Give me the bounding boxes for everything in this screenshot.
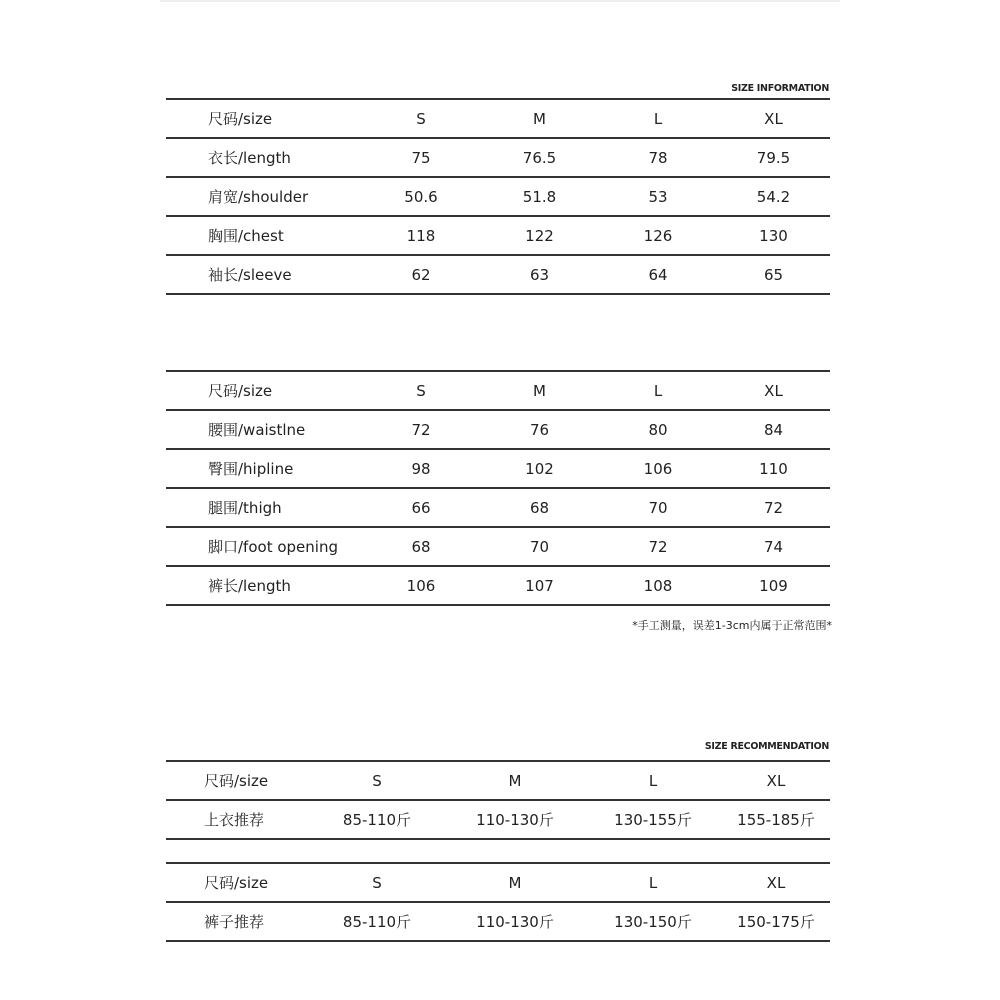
header-cell: 尺码/size [166,863,308,902]
table-cell: 72 [717,488,830,527]
table-cell: 130 [717,216,830,255]
table-cell: 68 [362,527,480,566]
table-cell: 110 [717,449,830,488]
table-cell: 70 [480,527,599,566]
table-row [166,410,830,449]
header-cell: S [362,371,480,410]
table-row [166,216,830,255]
header-cell: 尺码/size [166,371,362,410]
header-cell: XL [717,371,830,410]
table-cell: 110-130斤 [446,902,584,941]
header-cell: M [480,99,599,138]
table-cell: 79.5 [717,138,830,177]
row-label: 腰围/waistlne [166,410,362,449]
table-cell: 62 [362,255,480,294]
table-cell: 85-110斤 [308,902,446,941]
header-cell: 尺码/size [166,761,308,800]
table-cell: 66 [362,488,480,527]
table-cell: 155-185斤 [722,800,830,839]
table-cell: 72 [362,410,480,449]
header-cell: L [599,371,717,410]
row-label: 肩宽/shoulder [166,177,362,216]
header-cell: XL [722,863,830,902]
header-cell: L [584,863,722,902]
table-cell: 74 [717,527,830,566]
table-cell: 68 [480,488,599,527]
table-cell: 78 [599,138,717,177]
row-label: 胸围/chest [166,216,362,255]
row-label: 衣长/length [166,138,362,177]
table-cell: 109 [717,566,830,605]
table-row [166,902,830,941]
table-row [166,527,830,566]
top-recommendation-table [166,760,830,840]
table-cell: 122 [480,216,599,255]
table-cell: 126 [599,216,717,255]
measurement-note: *手工测量，误差1-3cm内属于正常范围* [632,619,832,632]
row-label: 腿围/thigh [166,488,362,527]
header-cell: M [480,371,599,410]
table-cell: 107 [480,566,599,605]
table-cell: 150-175斤 [722,902,830,941]
table-header-row [166,761,830,800]
table-cell: 106 [599,449,717,488]
table-cell: 85-110斤 [308,800,446,839]
table-cell: 51.8 [480,177,599,216]
table-cell: 64 [599,255,717,294]
table-cell: 72 [599,527,717,566]
table-cell: 54.2 [717,177,830,216]
header-cell: S [308,761,446,800]
table-header-row [166,863,830,902]
bottom-size-table [166,370,830,606]
size-recommendation-heading: SIZE RECOMMENDATION [704,741,829,752]
table-cell: 65 [717,255,830,294]
table-cell: 98 [362,449,480,488]
table-row [166,488,830,527]
top-divider [160,0,840,2]
table-cell: 110-130斤 [446,800,584,839]
row-label: 袖长/sleeve [166,255,362,294]
table-row [166,800,830,839]
table-cell: 63 [480,255,599,294]
row-label: 脚口/foot opening [166,527,362,566]
top-size-table [166,98,830,295]
table-row [166,177,830,216]
table-cell: 53 [599,177,717,216]
table-cell: 108 [599,566,717,605]
header-cell: 尺码/size [166,99,362,138]
header-cell: L [584,761,722,800]
row-label: 上衣推荐 [166,800,308,839]
row-label: 臀围/hipline [166,449,362,488]
table-cell: 75 [362,138,480,177]
bottom-recommendation-table [166,862,830,942]
table-row [166,138,830,177]
header-cell: M [446,761,584,800]
table-row [166,255,830,294]
table-cell: 118 [362,216,480,255]
table-header-row [166,371,830,410]
table-cell: 106 [362,566,480,605]
table-cell: 130-150斤 [584,902,722,941]
header-cell: S [362,99,480,138]
table-cell: 130-155斤 [584,800,722,839]
table-cell: 70 [599,488,717,527]
table-header-row [166,99,830,138]
table-row [166,449,830,488]
size-information-heading: SIZE INFORMATION [731,83,829,94]
table-cell: 84 [717,410,830,449]
table-cell: 76.5 [480,138,599,177]
header-cell: S [308,863,446,902]
table-cell: 102 [480,449,599,488]
row-label: 裤子推荐 [166,902,308,941]
table-cell: 50.6 [362,177,480,216]
table-row [166,566,830,605]
header-cell: L [599,99,717,138]
header-cell: M [446,863,584,902]
header-cell: XL [722,761,830,800]
header-cell: XL [717,99,830,138]
row-label: 裤长/length [166,566,362,605]
table-cell: 76 [480,410,599,449]
table-cell: 80 [599,410,717,449]
